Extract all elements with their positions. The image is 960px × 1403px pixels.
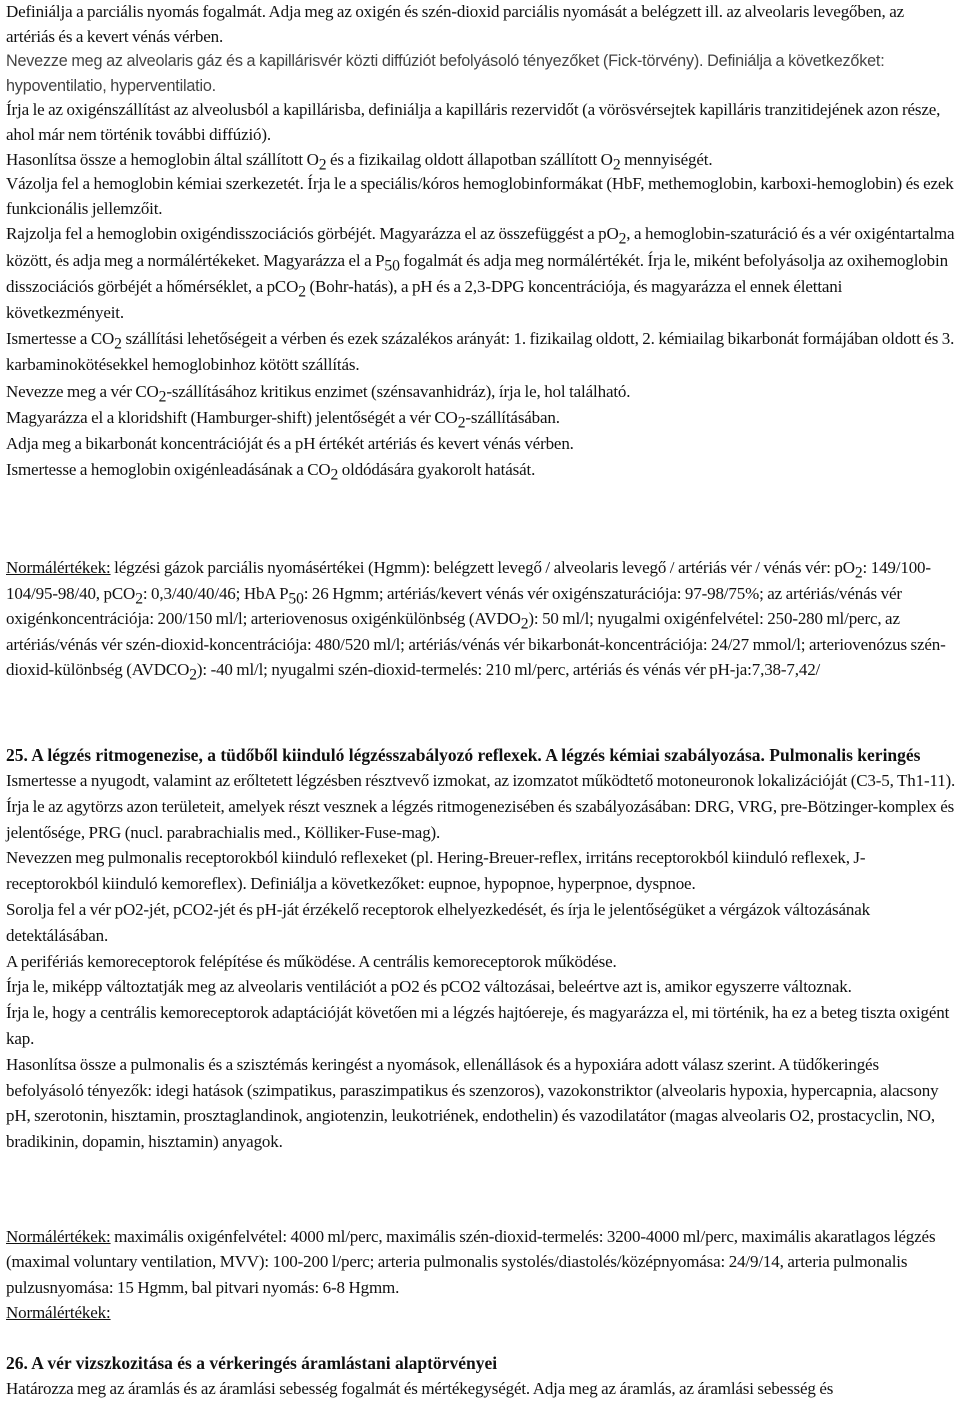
normal-values-label: Normálértékek: bbox=[6, 1303, 111, 1323]
section-26 bbox=[6, 1350, 956, 1401]
normal-values-gas: Normálértékek: légzési gázok parciális nyomásértékei (Hgmm): belégzett levegő / alveolaris levegő / artériás vér / vénás vér: $pO_2$: 149/100-104/95-98/40, pCO$_2$: 0,3/40/40/46; HbA $P_{50}$: 26 Hgmm; artériás/kevert vénás vér oxigénszaturációja: 97-98/75%; az artériás/vénás vér oxigénkoncentrációja: 200/150 ml/l; arteriovenosus oxigénkülönbség $(AVDO_2)$: 50 ml/l; nyugalmi oxigénfelvétel: 250-280 ml/perc, az artériás/vénás vér szén-dioxid-koncentrációja: 480/520 ml/l; artériás/vénás vér bikarbonát-koncentrációja: 24/27 mmol/l; arteriovenózus szén-dioxid-különbség $(AVDCO_2)$: -40 ml/l; nyugalmi szén-dioxid-termelés: 210 ml/perc, artériás és vénás vér pH-ja:7,38-7,42/ bbox=[6, 558, 946, 684]
objective-dissociation-curve: Rajzolja fel a hemoglobin oxigéndisszociációs görbéjét. Magyarázza el az összefüggést a $pO_2$, a hemoglobin-szaturáció és a vér oxigéntartalma között, és adja meg a normálértékeket. Magyarázza el a $P_{50}$ fogalmát és adja meg normálértékét. Írja le, miként befolyásolja az oxihemoglobin disszociációs görbéjét a hőmérséklet, a pCO$_2$ (Bohr-hatás), a pH és a 2,3-DPG koncentrációja, és magyarázza el ennek élettani következményeit. bbox=[6, 224, 955, 322]
section-25 bbox=[6, 742, 956, 1155]
objective-o2-compare: Hasonlítsa össze a hemoglobin által szállított $O_2$ és a fizikailag oldott állapotban szállított $O_2$ mennyiségét. bbox=[6, 149, 713, 173]
section-25-paragraph: A perifériás kemoreceptorok felépítése és működése. A centrális kemoreceptorok működése. bbox=[6, 951, 617, 971]
normal-values-label: Normálértékek: bbox=[6, 1227, 111, 1246]
objective-fick-law: Nevezze meg az alveolaris gáz és a kapillárisvér közti diffúziót befolyásoló tényezőket (Fick-törvény). Definiálja a következőket: hypoventilatio, hyperventilatio. bbox=[6, 52, 885, 95]
section-25-paragraph: Ismertesse a nyugodt, valamint az erőltetett légzésben résztvevő izmokat, az izomzatot működtető motoneuronok lokalizációját (C3-5, Th1-11). Írja le az agytörzs azon területeit, amelyek részt vesznek a légzés ritmogenezisében és szabályozásában: DRG, VRG, pre-Bötzinger-komplex és jelentősége, PRG (nucl. parabrachialis med., Kölliker-Fuse-mag). bbox=[6, 771, 956, 842]
normal-values-pulmonary: Normálértékek: maximális oxigénfelvétel: 4000 ml/perc, maximális szén-dioxid-termelés: 3200-4000 ml/perc, maximális akaratlagos légzés (maximal voluntary ventilation, MVV): 100-200 l/perc; arteria pulmonalis systolés/diastolés/középnyomása: 24/9/14, arteria pulmonalis pulzusnyomása: 15 Hgmm, bal pitvari nyomás: 6-8 Hgmm. Normálértékek: bbox=[6, 1227, 936, 1323]
objective-partial-pressure: Definiálja a parciális nyomás fogalmát. Adja meg az oxigén és szén-dioxid parciális nyomását a belégzett ill. az alveolaris levegőben, az artériás és a kevert vénás vérben. bbox=[6, 2, 904, 46]
objective-bicarbonate: Adja meg a bikarbonát koncentrációját és a pH értékét artériás és kevert vénás vérben. bbox=[6, 433, 574, 453]
section-25-paragraph: Nevezzen meg pulmonalis receptorokból kiinduló reflexeket (pl. Hering-Breuer-reflex, irritáns receptorokból kiinduló reflexek, J-receptorokból kiinduló kemoreflex). Definiálja a következőket: eupnoe, hypopnoe, hyperpnoe, dyspnoe. bbox=[6, 848, 866, 894]
objective-capillary-reserve: Írja le az oxigénszállítást az alveolusból a kapillárisba, definiálja a kapilláris rezervidőt (a vörösvérsejtek kapilláris tranzitidejének azon része, ahol már nem történik további diffúzió). bbox=[6, 100, 941, 144]
section-25-heading: 25. A légzés ritmogenezise, a tüdőből kiinduló légzésszabályozó reflexek. A légzés kémiai szabályozása. Pulmonalis keringés bbox=[6, 745, 921, 765]
objectives-gas-transport bbox=[6, 0, 956, 483]
section-25-paragraph: Hasonlítsa össze a pulmonalis és a szisztémás keringést a nyomások, ellenállások és a hypoxiára adott válasz szerint. A tüdőkeringés befolyásoló tényezők: idegi hatások (szimpatikus, paraszimpatikus és szenzoros), vazokonstriktor (alveolaris hypoxia, hypercapnia, alacsony pH, szerotonin, hisztamin, prosztaglandinok, angiotenzin, leukotriének, endothelin) és vazodilatátor (magas alveolaris O2, prostacyclin, NO, bradikinin, dopamin, hisztamin) anyagok. bbox=[6, 1054, 939, 1152]
objective-haldane: Ismertesse a hemoglobin oxigénleadásának a $CO_2$ oldódására gyakorolt hatását. bbox=[6, 460, 536, 484]
objective-carbonic-anhydrase: Nevezze meg a vér $CO_2$-szállításához kritikus enzimet (szénsavanhidráz), írja le, hol található. bbox=[6, 381, 631, 405]
section-25-paragraph: Sorolja fel a vér pO2-jét, pCO2-jét és pH-ját érzékelő receptorok elhelyezkedését, és írja le jelentőségüket a vérgázok változásának detektálásában. bbox=[6, 899, 870, 945]
objective-co2-transport: Ismertesse a $CO_2$ szállítási lehetőségeit a vérben és ezek százalékos arányát: 1. fizikailag oldott, 2. kémiailag bikarbonát formájában oldott és 3. karbaminokötésekkel hemoglobinhoz kötött szállítás. bbox=[6, 329, 955, 375]
section-25-paragraph: Írja le, hogy a centrális kemoreceptorok adaptációját követően mi a légzés hajtóereje, és magyarázza el, mi történik, ha ez a beteg tiszta oxigént kap. bbox=[6, 1003, 950, 1048]
objective-hemoglobin-structure: Vázolja fel a hemoglobin kémiai szerkezetét. Írja le a speciális/kóros hemoglobinformákat (HbF, methemoglobin, karboxi-hemoglobin) és ezek funkcionális jellemzőit. bbox=[6, 174, 954, 218]
section-26-heading: 26. A vér vizszkozitása és a vérkeringés áramlástani alaptörvényei bbox=[6, 1353, 498, 1373]
normal-values-label: Normálértékek: bbox=[6, 558, 111, 577]
objective-chloride-shift: Magyarázza el a kloridshift (Hamburger-shift) jelentőségét a vér $CO_2$-szállításában. bbox=[6, 407, 560, 432]
section-25-paragraph: Írja le, miképp változtatják meg az alveolaris ventilációt a pO2 és pCO2 változásai, beleértve azt is, amikor egyszerre változnak. bbox=[6, 977, 852, 997]
section-26-paragraph: Határozza meg az áramlás és az áramlási sebesség fogalmát és mértékegységét. Adja meg az áramlás, az áramlási sebesség és bbox=[6, 1379, 834, 1398]
